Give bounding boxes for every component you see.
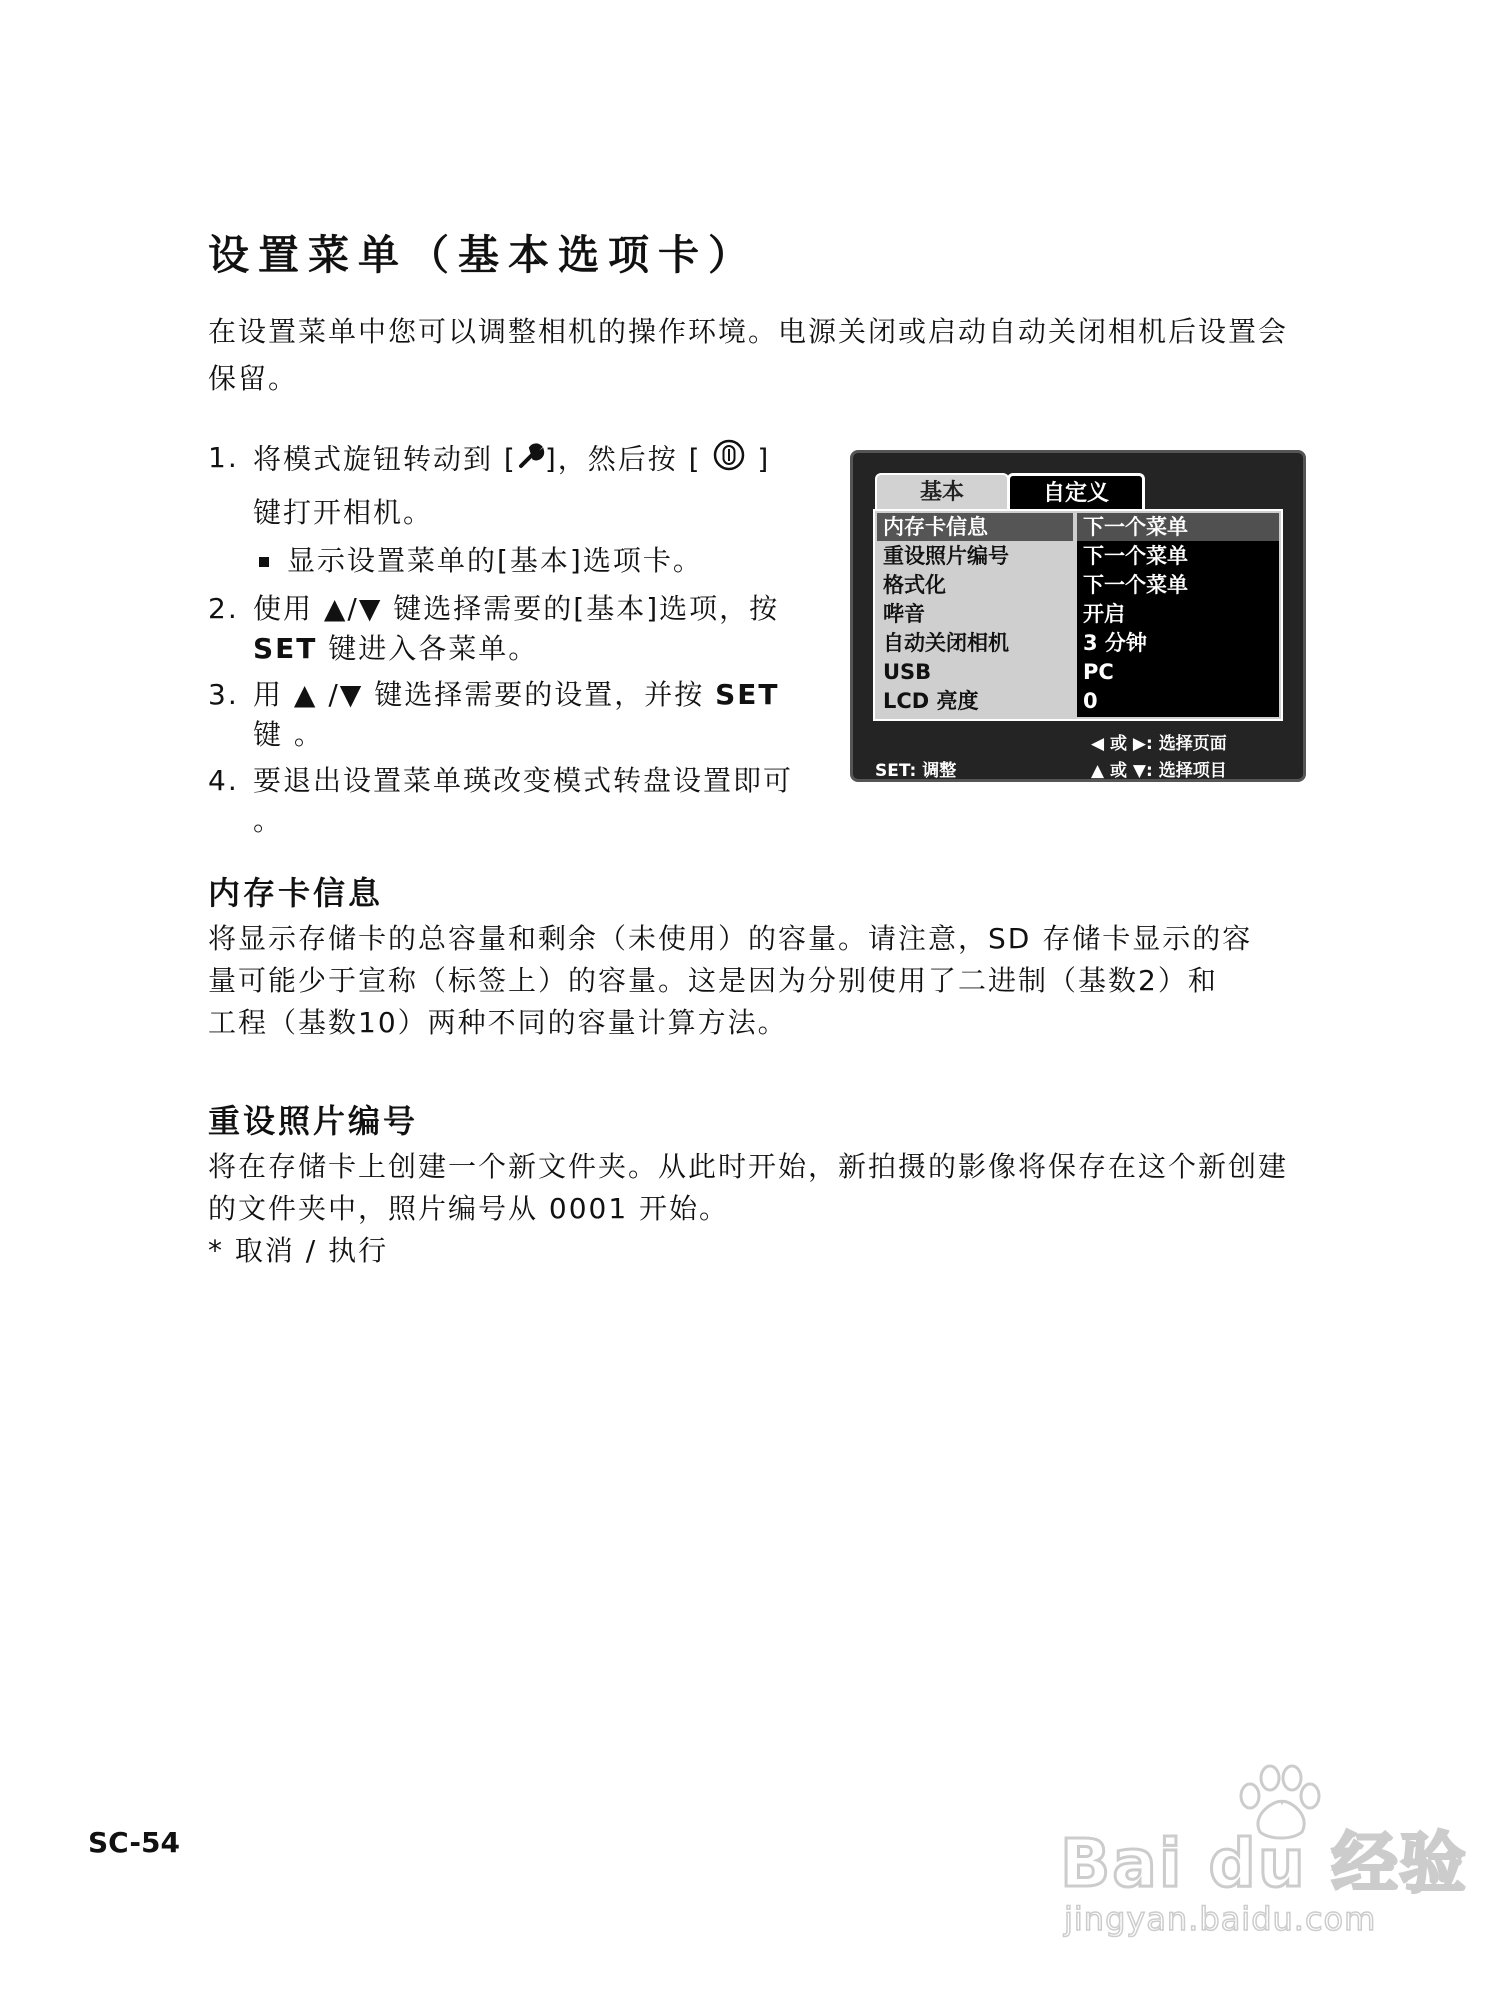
- step-text: 用 ▲ /▼ 键选择需要的设置，并按: [253, 678, 705, 711]
- section-paragraph-reset-number: [208, 1146, 1314, 1272]
- page-number: SC-54: [88, 1826, 180, 1859]
- paragraph-line: 量可能少于宣称（标签上）的容量。这是因为分别使用了二进制（基数2）和: [208, 964, 1218, 997]
- tab-custom: 自定义: [1007, 473, 1145, 512]
- tab-basic: 基本: [875, 473, 1009, 511]
- paragraph-line: * 取消 / 执行: [208, 1234, 389, 1267]
- step-2: [208, 589, 808, 669]
- lcd-row-label: LCD 亮度: [883, 689, 979, 713]
- lcd-row-label: 哔音: [883, 602, 925, 626]
- lcd-row-value: 开启: [1083, 602, 1125, 626]
- step-4: [208, 761, 808, 841]
- step-text-cont: 键打开相机。: [253, 496, 434, 529]
- step-text: 将模式旋钮转动到 [: [253, 442, 517, 476]
- step-number: 1.: [208, 441, 239, 474]
- step-text: 键 。: [253, 718, 324, 751]
- step-number: 4.: [208, 764, 239, 797]
- section-paragraph-memory-card: [208, 918, 1314, 1044]
- lcd-row-label: 格式化: [883, 573, 946, 597]
- paragraph-line: 将显示存储卡的总容量和剩余（未使用）的容量。请注意，SD 存储卡显示的容: [208, 922, 1253, 955]
- step-1: [208, 438, 808, 581]
- lcd-row-value: PC: [1083, 660, 1114, 684]
- lcd-menu: [873, 509, 1283, 721]
- page-title: 设置菜单（基本选项卡）: [208, 231, 758, 279]
- bullet-icon: [259, 557, 269, 567]
- lcd-row-value: 下一个菜单: [1083, 573, 1188, 597]
- step-text: 使用 ▲/▼ 键选择需要的[基本]选项，按: [253, 592, 780, 625]
- lcd-row-value: 0: [1083, 689, 1098, 713]
- watermark-logo: Bai du 经验: [1060, 1825, 1468, 1902]
- intro-paragraph: 在设置菜单中您可以调整相机的操作环境。电源关闭或启动自动关闭相机后设置会保留。: [208, 315, 1289, 395]
- wrench-icon: [517, 441, 545, 481]
- step-text: ]，然后按 [: [544, 442, 702, 476]
- section-heading-reset-number: 重设照片编号: [208, 1102, 419, 1140]
- lcd-row-label: 自动关闭相机: [883, 631, 1009, 655]
- step-number: 3.: [208, 678, 239, 711]
- sub-item-text: 显示设置菜单的[基本]选项卡。: [287, 544, 703, 577]
- lcd-row-value: 下一个菜单: [1083, 544, 1188, 568]
- set-key: SET: [715, 678, 780, 711]
- lcd-row-value: 下一个菜单: [1083, 515, 1188, 539]
- step-text: ]: [757, 442, 771, 476]
- step-3: [208, 675, 808, 755]
- lcd-row-value: 3 分钟: [1083, 631, 1147, 655]
- step-text: 要退出设置菜单瑛改变模式转盘设置即可 。: [253, 764, 794, 837]
- set-key: SET: [253, 632, 318, 665]
- lcd-row-label: 重设照片编号: [883, 544, 1009, 568]
- lcd-help-page: ◀ 或 ▶: 选择页面: [1091, 734, 1227, 754]
- step-number: 2.: [208, 592, 239, 625]
- step-text: 键进入各菜单。: [317, 632, 539, 665]
- power-button-icon: [712, 438, 746, 483]
- paragraph-line: 的文件夹中，照片编号从 0001 开始。: [208, 1192, 730, 1225]
- section-heading-memory-card: 内存卡信息: [208, 874, 384, 912]
- lcd-help-set: SET: 调整: [875, 761, 957, 781]
- paragraph-line: 工程（基数10）两种不同的容量计算方法。: [208, 1006, 788, 1039]
- watermark-url: jingyan.baidu.com: [1064, 1900, 1377, 1938]
- paragraph-line: 将在存储卡上创建一个新文件夹。从此时开始，新拍摄的影像将保存在这个新创建: [208, 1150, 1289, 1183]
- step-sub-item: [253, 541, 808, 581]
- lcd-row-label: USB: [883, 660, 932, 684]
- lcd-row-label: 内存卡信息: [883, 515, 988, 539]
- camera-lcd-screen: [850, 450, 1306, 782]
- lcd-help-item: ▲ 或 ▼: 选择项目: [1091, 761, 1227, 781]
- steps-list: [208, 438, 808, 841]
